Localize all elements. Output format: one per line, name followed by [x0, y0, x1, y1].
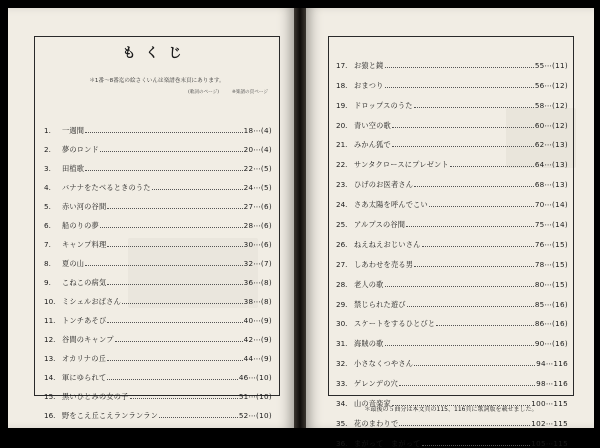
- leader-dots: [414, 186, 534, 187]
- toc-item-title: スケートをするひとびと: [354, 319, 436, 329]
- toc-item-pages: 55⋯(11): [534, 60, 568, 70]
- leader-dots: [422, 246, 534, 247]
- toc-item-number: 20.: [336, 120, 348, 130]
- left-page: [8, 8, 294, 428]
- toc-item: [336, 269, 568, 289]
- toc-item-pages: 80⋯(15): [534, 279, 568, 289]
- toc-item-title: ねえねえおじいさん: [354, 239, 421, 249]
- toc-item-pages: 27⋯(6): [243, 202, 272, 211]
- leader-dots: [100, 227, 243, 228]
- lyrics-footnote: ＊最後の５曲分は本文頁の115、116頁に歌詞版を載せました。: [364, 406, 538, 413]
- toc-item-number: 7.: [44, 240, 51, 249]
- toc-item-number: 32.: [336, 359, 348, 369]
- toc-item: [44, 116, 272, 135]
- toc-item-number: 1.: [44, 126, 51, 135]
- toc-item-number: 6.: [44, 221, 51, 230]
- toc-item-pages: 28⋯(6): [243, 221, 272, 230]
- toc-item-title: トンチあそび: [62, 316, 107, 325]
- toc-item-number: 29.: [336, 299, 348, 309]
- leader-dots: [159, 417, 238, 418]
- toc-item-number: 19.: [336, 100, 348, 110]
- toc-item-title: 夢のロンド: [62, 145, 99, 154]
- toc-item-title: ゲレンデの穴: [354, 379, 399, 389]
- toc-item-pages: 51⋯(10): [238, 392, 272, 401]
- illustration-index-note: ＊1番〜8番迄の絵さくいんは楽譜巻末頁にあります。: [89, 78, 225, 84]
- leader-dots: [399, 385, 535, 386]
- toc-item-number: 10.: [44, 297, 56, 306]
- toc-item-number: 34.: [336, 399, 348, 409]
- toc-left-list: [44, 116, 272, 420]
- toc-item-pages: 44⋯(9): [243, 354, 272, 363]
- leader-dots: [152, 189, 243, 190]
- toc-item-title: おまつり: [354, 80, 384, 90]
- toc-item-pages: 85⋯(16): [534, 299, 568, 309]
- toc-item: [44, 268, 272, 287]
- toc-item-number: 33.: [336, 379, 348, 389]
- toc-item-pages: 64⋯(13): [534, 160, 568, 170]
- toc-item-title: さあ太陽を呼んでこい: [354, 200, 428, 210]
- toc-item-pages: 46⋯(10): [238, 373, 272, 382]
- toc-item: [44, 363, 272, 382]
- toc-item: [44, 306, 272, 325]
- toc-item-title: 田植歌: [62, 164, 85, 173]
- toc-item: [336, 110, 568, 130]
- toc-item-title: 赤い河の谷間: [62, 202, 107, 211]
- toc-item-title: 野をこえ丘こえランランラン: [62, 411, 159, 420]
- toc-item-title: こねこの病気: [62, 278, 107, 287]
- leader-dots: [392, 127, 534, 128]
- toc-item-number: 15.: [44, 392, 56, 401]
- toc-item: [44, 344, 272, 363]
- toc-item-title: 青い空の歌: [354, 120, 391, 130]
- toc-item-number: 27.: [336, 259, 348, 269]
- toc-item-pages: 36⋯(8): [243, 278, 272, 287]
- toc-item-pages: 94⋯116: [536, 359, 568, 369]
- toc-item-number: 22.: [336, 160, 348, 170]
- leader-dots: [107, 322, 242, 323]
- leader-dots: [414, 107, 534, 108]
- toc-item-number: 9.: [44, 278, 51, 287]
- toc-item: [336, 428, 568, 448]
- toc-item-number: 21.: [336, 140, 348, 150]
- toc-item: [336, 328, 568, 348]
- leader-dots: [422, 445, 531, 446]
- toc-item-title: ひげのお医者さん: [354, 180, 414, 190]
- toc-item-number: 14.: [44, 373, 56, 382]
- toc-item: [44, 249, 272, 268]
- toc-item-number: 4.: [44, 183, 51, 192]
- toc-item: [44, 135, 272, 154]
- toc-item: [336, 348, 568, 368]
- toc-item-number: 12.: [44, 335, 56, 344]
- score-page-legend: ※楽譜の頁ページ: [232, 90, 268, 95]
- leader-dots: [130, 398, 238, 399]
- toc-item-pages: 42⋯(9): [243, 335, 272, 344]
- toc-item-title: 花のまわりで: [354, 418, 399, 428]
- toc-item-title: 老人の歌: [354, 279, 384, 289]
- toc-item-pages: 22⋯(5): [243, 164, 272, 173]
- leader-dots: [107, 246, 242, 247]
- toc-item-title: 禁じられた遊び: [354, 299, 406, 309]
- leader-dots: [385, 67, 534, 68]
- toc-item-pages: 30⋯(6): [243, 240, 272, 249]
- toc-item-number: 3.: [44, 164, 51, 173]
- leader-dots: [107, 379, 237, 380]
- toc-item-number: 8.: [44, 259, 51, 268]
- toc-item: [44, 192, 272, 211]
- toc-item: [336, 229, 568, 249]
- toc-item-number: 5.: [44, 202, 51, 211]
- toc-item-title: バナナをたべるときのうた: [62, 183, 151, 192]
- toc-item-number: 36.: [336, 438, 348, 448]
- toc-item-pages: 90⋯(16): [534, 339, 568, 349]
- toc-item-pages: 58⋯(12): [534, 100, 568, 110]
- toc-item-title: 海賊の歌: [354, 339, 384, 349]
- toc-item-title: みかん狐で: [354, 140, 391, 150]
- leader-dots: [85, 265, 243, 266]
- leader-dots: [385, 87, 534, 88]
- toc-item: [336, 189, 568, 209]
- toc-item-number: 18.: [336, 80, 348, 90]
- toc-item-pages: 24⋯(5): [243, 183, 272, 192]
- leader-dots: [385, 286, 534, 287]
- leader-dots: [407, 306, 534, 307]
- right-page: [306, 8, 594, 448]
- toc-item: [44, 173, 272, 192]
- toc-item-number: 31.: [336, 339, 348, 349]
- toc-item-number: 2.: [44, 145, 51, 154]
- toc-item: [336, 289, 568, 309]
- toc-item-number: 35.: [336, 418, 348, 428]
- toc-item-pages: 98⋯116: [536, 379, 568, 389]
- toc-item-pages: 62⋯(13): [534, 140, 568, 150]
- toc-item: [336, 149, 568, 169]
- toc-item: [336, 90, 568, 110]
- leader-dots: [392, 146, 534, 147]
- toc-item: [44, 325, 272, 344]
- lyrics-page-legend: (歌詞のページ): [188, 90, 220, 95]
- toc-item-number: 17.: [336, 60, 348, 70]
- toc-item-number: 11.: [44, 316, 56, 325]
- leader-dots: [85, 170, 243, 171]
- toc-item-title: しあわせを売る男: [354, 259, 414, 269]
- toc-item-number: 13.: [44, 354, 56, 363]
- toc-item-number: 16.: [44, 411, 56, 420]
- toc-item-pages: 38⋯(8): [243, 297, 272, 306]
- toc-item-pages: 20⋯(4): [243, 145, 272, 154]
- toc-item-title: 軍にゆられて: [62, 373, 107, 382]
- toc-item: [44, 401, 272, 420]
- toc-item-number: 24.: [336, 200, 348, 210]
- toc-item-title: アルプスの谷間: [354, 220, 406, 230]
- toc-right-list: [336, 50, 568, 448]
- toc-item-number: 26.: [336, 239, 348, 249]
- contents-title: もくじ: [122, 46, 192, 61]
- toc-item: [44, 154, 272, 173]
- toc-item: [44, 211, 272, 230]
- leader-dots: [85, 132, 243, 133]
- toc-item-pages: 56⋯(12): [534, 80, 568, 90]
- toc-item: [336, 130, 568, 150]
- toc-item-pages: 70⋯(14): [534, 200, 568, 210]
- toc-item-title: サンタクロースにプレゼント: [354, 160, 449, 170]
- leader-dots: [406, 226, 534, 227]
- toc-item-pages: 68⋯(13): [534, 180, 568, 190]
- toc-item-pages: 32⋯(7): [243, 259, 272, 268]
- leader-dots: [414, 365, 535, 366]
- toc-item-title: お猿と鏡: [354, 60, 384, 70]
- toc-item: [336, 368, 568, 388]
- toc-item-title: ドロップスのうた: [354, 100, 413, 110]
- toc-item-title: 黒いひとみの女の子: [62, 392, 129, 401]
- leader-dots: [107, 284, 242, 285]
- leader-dots: [436, 325, 534, 326]
- toc-item-title: 船のりの夢: [62, 221, 99, 230]
- toc-item-title: 山の音楽家: [354, 399, 391, 409]
- leader-dots: [414, 266, 534, 267]
- leader-dots: [450, 166, 534, 167]
- toc-item: [336, 249, 568, 269]
- leader-dots: [122, 303, 243, 304]
- toc-item: [44, 382, 272, 401]
- toc-item-pages: 75⋯(14): [534, 220, 568, 230]
- toc-item: [44, 230, 272, 249]
- toc-item-pages: 76⋯(15): [534, 239, 568, 249]
- toc-item-title: 小さなくつやさん: [354, 359, 414, 369]
- toc-item-pages: 52⋯(10): [238, 411, 272, 420]
- toc-item-pages: 105⋯115: [531, 438, 568, 448]
- toc-item: [336, 70, 568, 90]
- toc-item-title: キャンプ料理: [62, 240, 107, 249]
- book-gutter: [294, 8, 306, 428]
- toc-item-pages: 18⋯(4): [243, 126, 272, 135]
- toc-item: [336, 209, 568, 229]
- toc-item-number: 25.: [336, 220, 348, 230]
- leader-dots: [115, 341, 243, 342]
- leader-dots: [399, 425, 530, 426]
- leader-dots: [107, 360, 243, 361]
- leader-dots: [100, 151, 243, 152]
- toc-item-title: まがって まがって: [354, 438, 421, 448]
- toc-item-title: 一週間: [62, 126, 85, 135]
- toc-item: [44, 287, 272, 306]
- toc-item-number: 28.: [336, 279, 348, 289]
- toc-item-pages: 60⋯(12): [534, 120, 568, 130]
- toc-item-title: 夏の山: [62, 259, 85, 268]
- toc-item-number: 30.: [336, 319, 348, 329]
- toc-item-title: ミシェルおばさん: [62, 297, 121, 306]
- toc-item-pages: 78⋯(15): [534, 259, 568, 269]
- toc-item-pages: 40⋯(9): [243, 316, 272, 325]
- toc-item: [336, 50, 568, 70]
- toc-item-title: 谷間のキャンプ: [62, 335, 114, 344]
- toc-item-pages: 86⋯(16): [534, 319, 568, 329]
- toc-item-pages: 102⋯115: [531, 418, 568, 428]
- toc-item-title: オカリナの丘: [62, 354, 106, 363]
- toc-item: [336, 309, 568, 329]
- toc-item-number: 23.: [336, 180, 348, 190]
- leader-dots: [385, 345, 534, 346]
- toc-item: [336, 169, 568, 189]
- leader-dots: [429, 206, 534, 207]
- leader-dots: [107, 208, 242, 209]
- toc-item-pages: 100⋯115: [531, 399, 568, 409]
